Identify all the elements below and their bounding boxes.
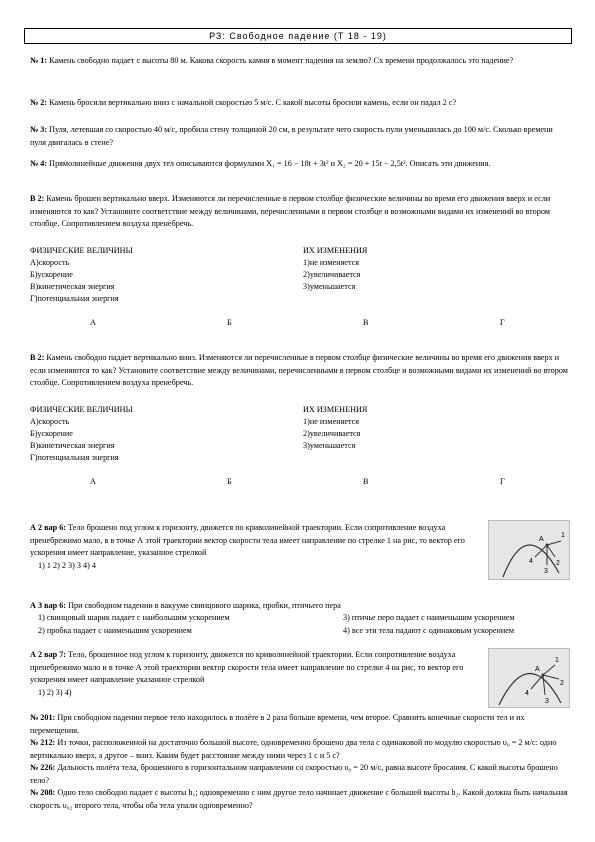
change-item: 1)не изменяется (303, 258, 360, 267)
figure-label: А (535, 666, 540, 673)
answer-letter: А (90, 477, 96, 486)
figure-label: 3 (545, 698, 549, 705)
quantity-item: Б)ускорение (30, 270, 73, 279)
problem-2: № 2: Камень бросили вертикально вниз с начальной скоростью 5 м/с. С какой высоты бросили камень, если он падал 2 с? (30, 98, 457, 107)
changes-title-1: ИХ ИЗМЕНЕНИЯ (303, 246, 368, 255)
quantities-title-1: ФИЗИЧЕСКИЕ ВЕЛИЧИНЫ (30, 246, 133, 255)
figure-label: 1 (555, 657, 559, 664)
answer-letter: Г (500, 477, 505, 486)
figure-label: 2 (556, 560, 560, 567)
answer-letter: Б (227, 477, 232, 486)
match-task-2: В 2: Камень свободно падает вертикально вниз. Изменяются ли перечисленные в первом столбце физические величины во время его движения вверх и если изменяются то как? Установите соответствие между величинами, перечисленными в первом столбце и возможными видами их изменений во втором столбце. Сопротивлением воздуха пренебречь. (30, 353, 568, 387)
problem-212: № 212: Из точки, расположенной на достаточно большой высоте, одновременно брошено два тела с одинаковой по модулю скоростью υ₀ = 2 м/с: одно вертикально вверх, а другое – вниз. Каким будет расстояние между ними через 1 с и 5 с? (30, 738, 557, 760)
change-item: 1)не изменяется (303, 417, 360, 426)
task-a2-var7-options: 1) 2) 3) 4) (38, 688, 72, 697)
figure-label: 2 (560, 680, 564, 687)
quantity-item: В)кинетическая энергия (30, 282, 115, 291)
problem-3: № 3: Пуля, летевшая со скоростью 40 м/с, пробила стену толщиной 20 см, в результате чего скорость пули уменьшилась до 100 м/с. Сколько времени пуля двигалась в стене? (30, 125, 553, 147)
answer-letter: А (90, 318, 96, 327)
figure-label: А (539, 536, 544, 543)
task-a3-var6: А 3 вар 6: При свободном падении в вакууме свинцового шарика, пробки, птичьего пера (30, 601, 341, 610)
match-task-1: В 2: Камень брошен вертикально вверх. Изменяются ли перечисленные в первом столбце физические величины во время его движения вверх и если изменяются то как? Установите соответствие между величинами, перечисленными в первом столбце и возможными видами их изменений во втором столбце. Сопротивлением воздуха пренебречь. (30, 194, 551, 228)
figure-label: 1 (561, 532, 565, 539)
change-item: 3)уменьшается (303, 282, 356, 291)
trajectory-figure-2 (488, 648, 570, 708)
answer-letter: Б (227, 318, 232, 327)
problem-1: № 1: Камень свободно падает с высоты 80 м. Какова скорость камня в момент падения на землю? Сх времени продолжалось это падение? (30, 56, 514, 65)
figure-label: 3 (544, 568, 548, 575)
figure-label: 4 (529, 558, 533, 565)
problem-226: № 226: Дальность полёта тела, брошенного в горизонтальном направлении со скоростью υ₀ = 20 м/с, равна высоте бросания. С какой высоты брошено тело? (30, 763, 558, 785)
answer-option: 2) пробка падает с наименьшим ускорением (38, 626, 192, 635)
answer-letter: В (363, 477, 369, 486)
task-a2-var6-options: 1) 1 2) 2 3) 3 4) 4 (38, 561, 96, 570)
page-title: РЗ: Свободное падение (Т 18 - 19) (24, 28, 572, 44)
problem-4: № 4: Прямолинейные движения двух тел описываются формулами X₁ = 16 − 18t + 3t² и X₂ = 20 + 15t − 2,5t². Описать эти движения. (30, 159, 491, 168)
answer-option: 4) все эти тела падают с одинаковым ускорением (343, 626, 515, 635)
problem-201: № 201: При свободном падении первое тело находилось в полёте в 2 раза больше времени, чем второе. Сравнить конечные скорости тел и их перемещения. (30, 713, 525, 735)
quantity-item: А)скорость (30, 417, 70, 426)
quantity-item: Б)ускорение (30, 429, 73, 438)
change-item: 3)уменьшается (303, 441, 356, 450)
change-item: 2)увеличивается (303, 270, 361, 279)
change-item: 2)увеличивается (303, 429, 361, 438)
figure-label: 4 (525, 690, 529, 697)
quantity-item: Г)потенциальная энергия (30, 453, 119, 462)
quantities-title-2: ФИЗИЧЕСКИЕ ВЕЛИЧИНЫ (30, 405, 133, 414)
answer-letter: Г (500, 318, 505, 327)
answer-option: 3) птичье перо падает с наименьшим ускорением (343, 613, 515, 622)
problem-208: № 208: Одно тело свободно падает с высоты h₁; одновременно с ним другое тело начинает движение с большей высоты h₂. Какой должна быть начальная скорость υ₀₂ второго тела, чтобы оба тела упали одновременно? (30, 788, 568, 810)
task-a2-var7: А 2 вар 7: Тело, брошенное под углом к горизонту, движется по криволинейной траектории. Если сопротивление воздуха пренебрежимо мало и в точке А этой траектории вектор скорости тела имеет направление по стрелке 4 на рис, то вектор его ускорения имеет направление указанное стрелкой (30, 650, 464, 684)
trajectory-diagram (489, 521, 569, 579)
task-a2-var6: А 2 вар 6: Тело брошено под углом к горизонту, движется по криволинейной траектории. Если сопротивление воздуха пренебрежимо мало, в в точке А этой траектории вектор скорости тела имеет направление по стрелке 1 на рис, то вектор его ускорения имеет направление, указанное стрелкой (30, 523, 465, 557)
trajectory-diagram (489, 649, 569, 707)
quantity-item: А)скорость (30, 258, 70, 267)
answer-option: 1) свинцовый шарик падает с наибольшим ускорением (38, 613, 230, 622)
answer-letter: В (363, 318, 369, 327)
trajectory-figure-1 (488, 520, 570, 580)
quantity-item: Г)потенциальная энергия (30, 294, 119, 303)
changes-title-2: ИХ ИЗМЕНЕНИЯ (303, 405, 368, 414)
quantity-item: В)кинетическая энергия (30, 441, 115, 450)
